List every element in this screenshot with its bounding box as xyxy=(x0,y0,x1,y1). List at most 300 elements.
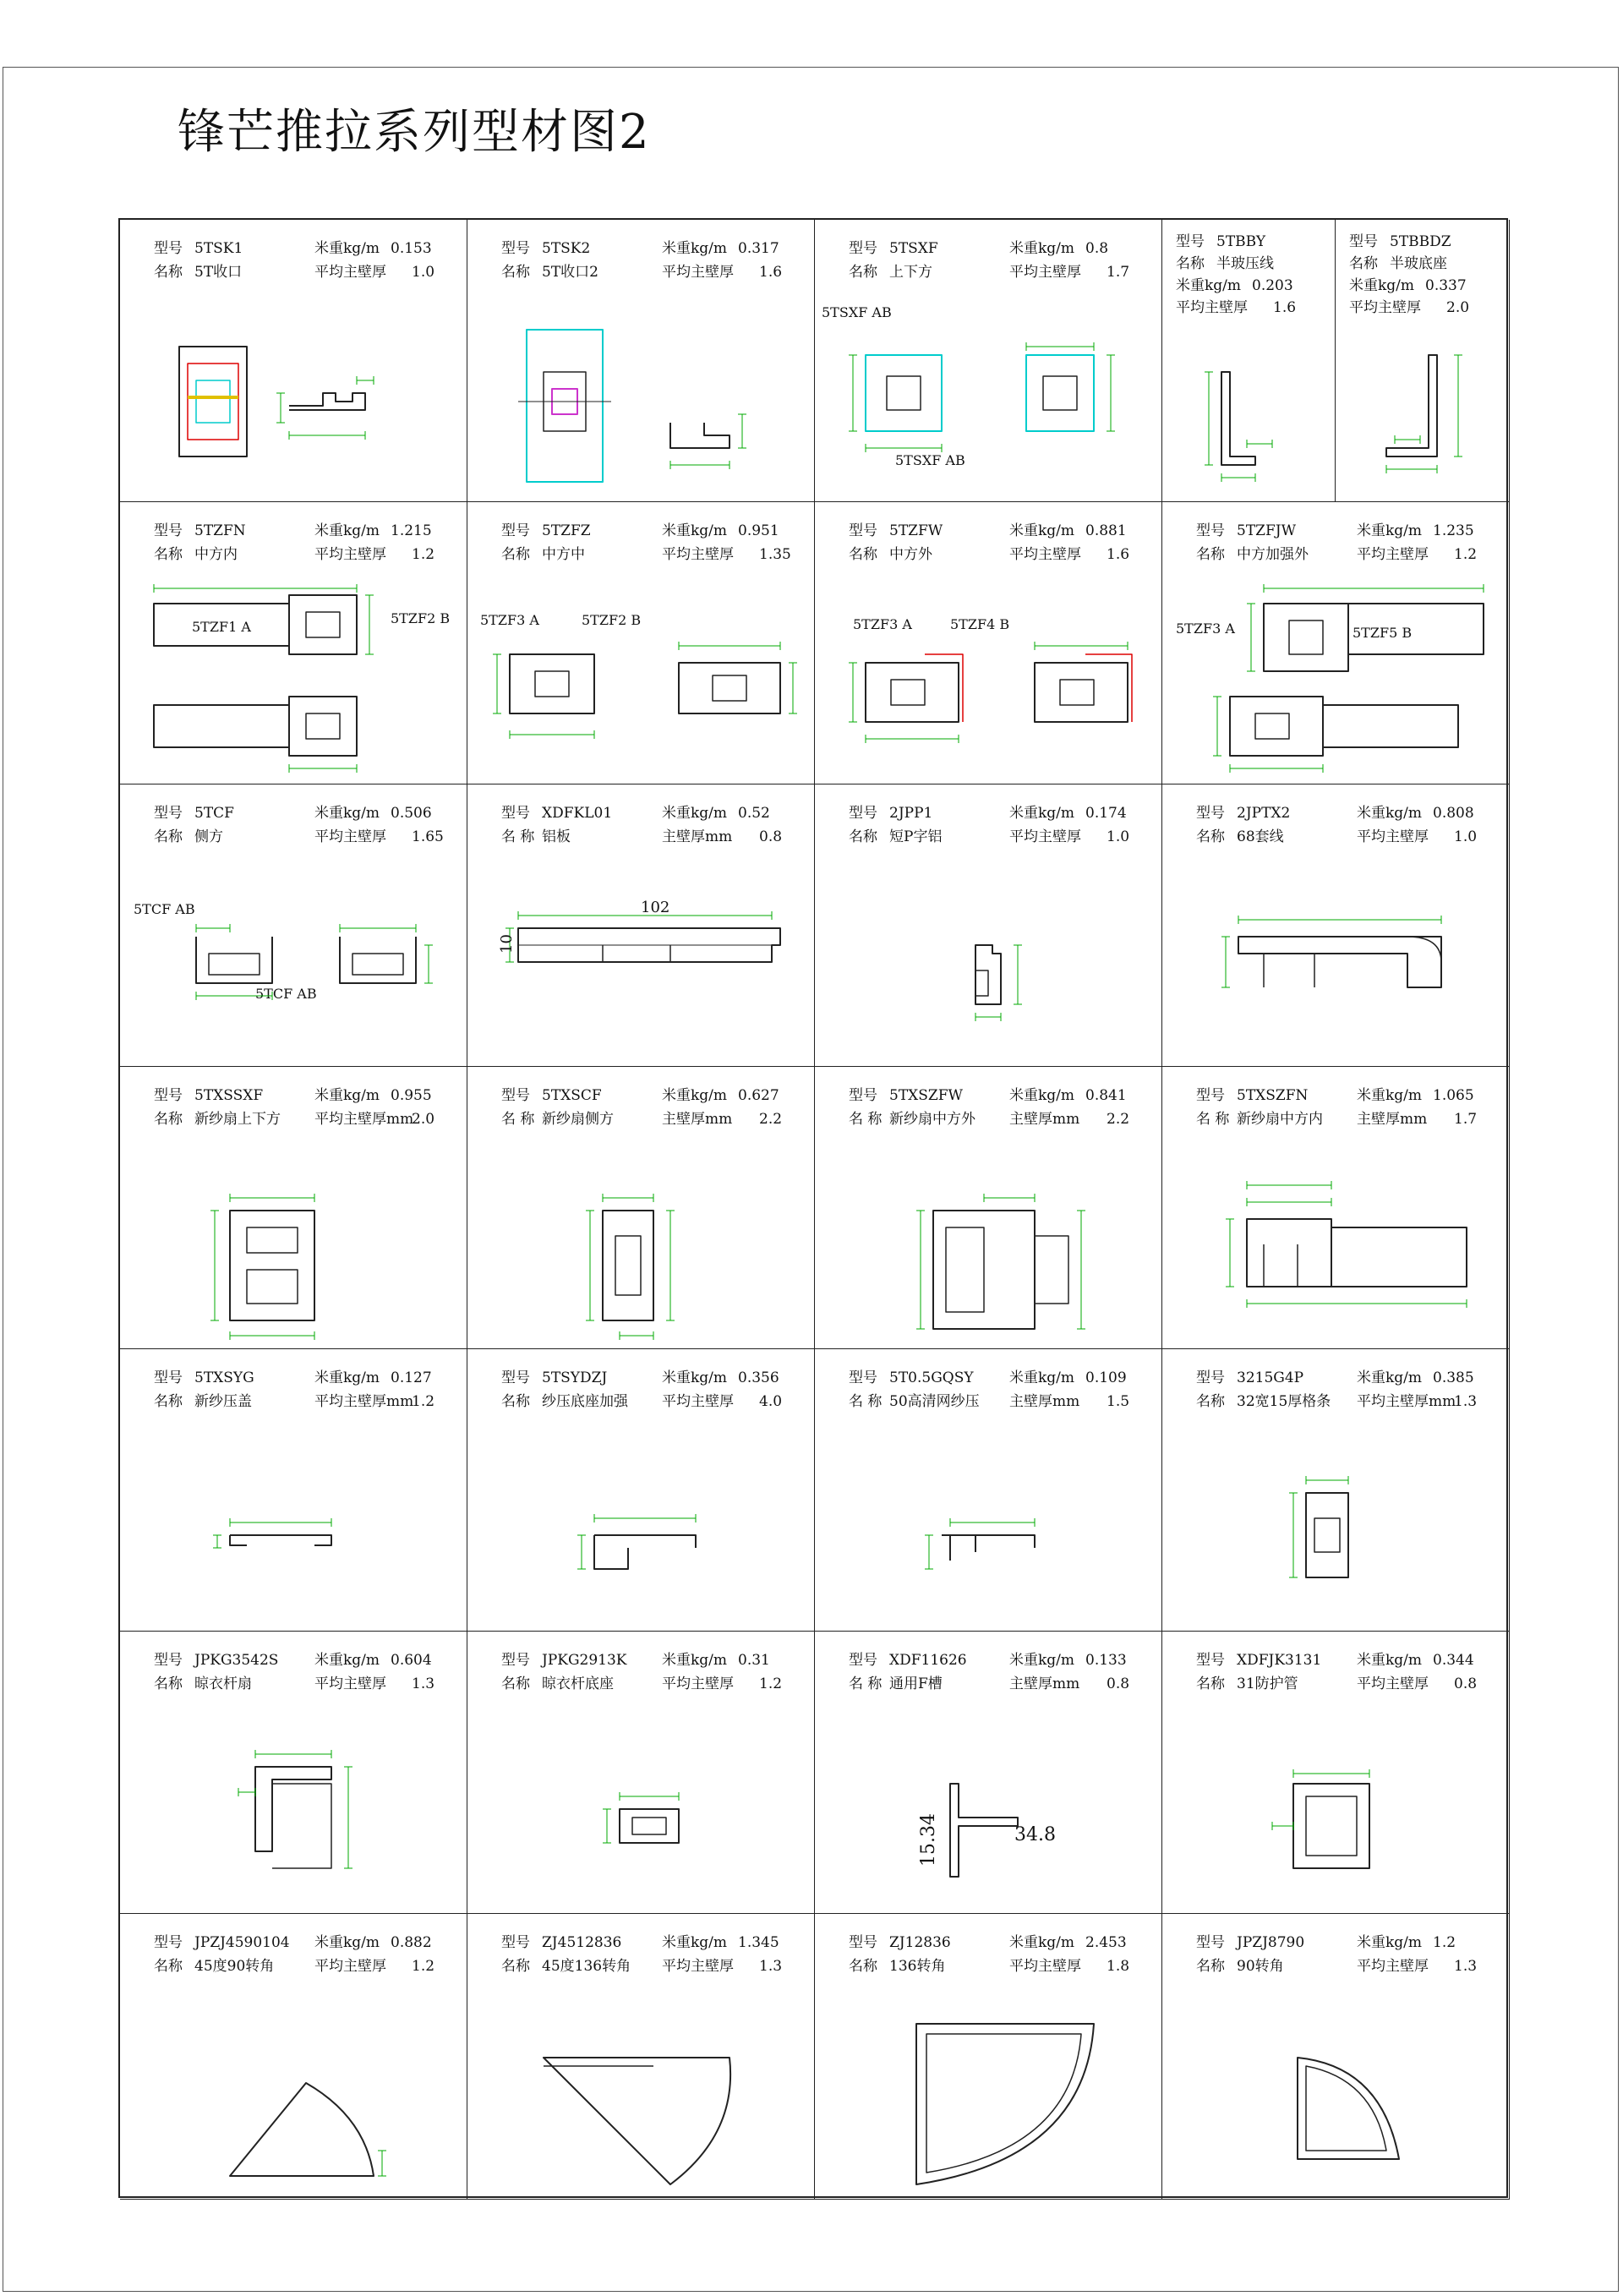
weight-label: 米重kg/m xyxy=(662,1369,728,1386)
wall-value: 1.7 xyxy=(1454,1111,1478,1128)
name-value: 短P字铝 xyxy=(889,828,943,845)
model-value: XDFJK3131 xyxy=(1237,1652,1322,1669)
wall-value: 1.3 xyxy=(759,1958,783,1975)
weight-label: 米重kg/m xyxy=(1349,277,1415,294)
name-label: 名称 xyxy=(501,546,530,563)
profile-outline xyxy=(196,937,272,983)
model-value: 5T0.5GQSY xyxy=(889,1369,974,1386)
profile-cell xyxy=(1162,784,1510,1067)
profile-cell xyxy=(467,784,815,1067)
section-label: 5TSXF AB xyxy=(822,304,892,320)
wall-label: 平均主壁厚 xyxy=(314,1958,386,1975)
wall-label: 平均主壁厚 xyxy=(662,264,734,281)
model-value: 5TXSCF xyxy=(542,1087,602,1104)
profile-figure xyxy=(154,330,441,482)
weight-value: 1.345 xyxy=(738,1934,779,1951)
wall-label: 主壁厚mm xyxy=(662,1111,733,1128)
name-value: 新纱扇上下方 xyxy=(194,1111,281,1128)
name-value: 中方加强外 xyxy=(1237,546,1309,563)
model-value: 2JPTX2 xyxy=(1237,805,1291,822)
model-label: 型号 xyxy=(154,522,183,539)
wall-label: 平均主壁厚 xyxy=(1357,546,1429,563)
weight-label: 米重kg/m xyxy=(1009,240,1075,257)
wall-value: 2.0 xyxy=(1446,299,1470,316)
profile-outline xyxy=(1035,663,1128,722)
model-value: XDF11626 xyxy=(889,1652,967,1669)
name-label: 名称 xyxy=(849,546,877,563)
name-value: 31防护管 xyxy=(1237,1676,1298,1692)
wall-label: 主壁厚mm xyxy=(1357,1111,1428,1128)
wall-label: 主壁厚mm xyxy=(1009,1393,1080,1410)
weight-label: 米重kg/m xyxy=(662,1652,728,1669)
model-value: JPZJ4590104 xyxy=(194,1934,290,1951)
wall-value: 1.0 xyxy=(412,264,435,281)
name-value: 50高清网纱压 xyxy=(889,1393,980,1410)
wall-label: 平均主壁厚 xyxy=(662,1393,734,1410)
name-label: 名称 xyxy=(1176,255,1205,272)
model-label: 型号 xyxy=(1196,1369,1225,1386)
profile-cell xyxy=(467,502,815,784)
profile-cell xyxy=(815,784,1162,1067)
model-label: 型号 xyxy=(501,1934,530,1951)
section-label: 5TZF3 A xyxy=(1176,620,1235,637)
profile-figure xyxy=(484,629,806,773)
wall-label: 主壁厚mm xyxy=(662,828,733,845)
profile-figure xyxy=(221,1741,391,1902)
wall-label: 平均主壁厚mm xyxy=(314,1393,414,1410)
profile-cell xyxy=(1162,220,1336,502)
profile-outline xyxy=(535,671,569,697)
wall-label: 主壁厚mm xyxy=(1009,1111,1080,1128)
profile-figure xyxy=(1255,2032,1441,2193)
wall-value: 1.6 xyxy=(1107,546,1130,563)
model-label: 型号 xyxy=(501,1087,530,1104)
profile-outline xyxy=(209,954,260,975)
profile-outline xyxy=(196,380,230,423)
profile-cell xyxy=(815,220,1162,502)
weight-label: 米重kg/m xyxy=(1357,1369,1423,1386)
profile-outline xyxy=(510,654,594,713)
section-label: 5TZF3 A xyxy=(853,616,912,632)
profile-outline xyxy=(942,1535,1035,1561)
model-value: 2JPP1 xyxy=(889,805,933,822)
model-value: 5TZFZ xyxy=(542,522,591,539)
wall-label: 平均主壁厚 xyxy=(1009,828,1081,845)
profile-outline xyxy=(306,612,340,637)
section-label: 5TZF5 B xyxy=(1352,625,1413,641)
name-value: 新纱压盖 xyxy=(194,1393,252,1410)
profile-cell xyxy=(120,1632,467,1914)
name-value: 136转角 xyxy=(889,1958,946,1975)
model-label: 型号 xyxy=(849,1652,877,1669)
model-value: 5TSK1 xyxy=(194,240,243,257)
model-label: 型号 xyxy=(154,1369,183,1386)
model-value: 3215G4P xyxy=(1237,1369,1304,1386)
profile-cell xyxy=(120,1914,467,2200)
profile-outline xyxy=(1386,355,1437,456)
wall-value: 1.3 xyxy=(412,1676,435,1692)
profile-outline xyxy=(527,330,603,482)
name-label: 名称 xyxy=(154,264,183,281)
profile-outline xyxy=(916,2024,1094,2184)
model-value: 5TBBY xyxy=(1216,233,1266,250)
profile-figure xyxy=(1188,338,1314,490)
weight-value: 0.52 xyxy=(738,805,770,822)
model-value: XDFKL01 xyxy=(542,805,613,822)
model-label: 型号 xyxy=(1176,233,1205,250)
profile-outline xyxy=(1289,620,1323,654)
profile-cell xyxy=(1162,502,1510,784)
weight-value: 0.317 xyxy=(738,240,779,257)
profile-cell xyxy=(1162,1349,1510,1632)
weight-label: 米重kg/m xyxy=(314,240,380,257)
weight-label: 米重kg/m xyxy=(314,1087,380,1104)
wall-value: 2.0 xyxy=(412,1111,435,1128)
name-value: 晾衣杆底座 xyxy=(542,1676,614,1692)
profile-outline xyxy=(247,1227,298,1253)
profile-outline xyxy=(1298,2058,1399,2159)
profile-figure xyxy=(899,1484,1102,1594)
weight-label: 米重kg/m xyxy=(662,1934,728,1951)
model-label: 型号 xyxy=(501,1652,530,1669)
name-label: 名称 xyxy=(501,1393,530,1410)
width-dimension-label: 34.8 xyxy=(1014,1824,1056,1845)
profile-outline xyxy=(289,697,357,756)
profile-outline xyxy=(594,1535,696,1569)
wall-value: 1.2 xyxy=(1454,546,1478,563)
wall-value: 1.2 xyxy=(412,1393,435,1410)
weight-value: 0.8 xyxy=(1085,240,1109,257)
weight-value: 0.881 xyxy=(1085,522,1127,539)
name-value: 新纱扇侧方 xyxy=(542,1111,614,1128)
weight-value: 0.127 xyxy=(391,1369,432,1386)
weight-value: 0.337 xyxy=(1425,277,1467,294)
name-value: 5T收口2 xyxy=(542,264,598,281)
profile-outline xyxy=(679,663,780,713)
profile-figure xyxy=(205,2049,407,2193)
model-label: 型号 xyxy=(154,805,183,822)
weight-label: 米重kg/m xyxy=(1009,1087,1075,1104)
model-label: 型号 xyxy=(501,240,530,257)
wall-label: 平均主壁厚 xyxy=(1357,828,1429,845)
profile-figure xyxy=(501,2032,789,2201)
name-value: 通用F槽 xyxy=(889,1676,943,1692)
section-label: 5TZF1 A xyxy=(192,619,251,635)
model-value: ZJ12836 xyxy=(889,1934,951,1951)
profile-cell xyxy=(1336,220,1510,502)
profile-outline xyxy=(603,1211,653,1320)
profile-outline xyxy=(1026,355,1094,431)
profile-outline xyxy=(1085,654,1132,722)
weight-value: 0.174 xyxy=(1085,805,1127,822)
name-label: 名 称 xyxy=(849,1676,883,1692)
profile-outline xyxy=(188,364,238,440)
name-value: 45度136转角 xyxy=(542,1958,631,1975)
profile-cell xyxy=(120,220,467,502)
section-label: 5TZF3 A xyxy=(480,612,539,628)
name-value: 32宽15厚格条 xyxy=(1237,1393,1331,1410)
profile-outline xyxy=(255,1767,331,1851)
weight-value: 1.065 xyxy=(1433,1087,1474,1104)
name-label: 名称 xyxy=(1196,1676,1225,1692)
profile-cell xyxy=(815,1349,1162,1632)
profile-outline xyxy=(289,393,365,410)
profile-outline xyxy=(1230,697,1323,756)
model-value: 5TXSYG xyxy=(194,1369,254,1386)
profile-cell xyxy=(467,220,815,502)
profile-outline xyxy=(230,2083,374,2176)
profile-figure xyxy=(1179,578,1500,773)
model-value: 5TCF xyxy=(194,805,234,822)
profile-cell xyxy=(815,1067,1162,1349)
profile-outline xyxy=(1247,1219,1331,1287)
profile-outline xyxy=(1221,372,1255,465)
wall-value: 1.0 xyxy=(1107,828,1130,845)
name-label: 名称 xyxy=(1196,546,1225,563)
weight-value: 0.506 xyxy=(391,805,432,822)
profile-cell xyxy=(1162,1914,1510,2200)
weight-label: 米重kg/m xyxy=(1009,522,1075,539)
wall-value: 1.2 xyxy=(412,546,435,563)
profile-cell xyxy=(120,502,467,784)
wall-value: 2.2 xyxy=(1107,1111,1130,1128)
model-label: 型号 xyxy=(1196,1934,1225,1951)
profile-cell xyxy=(120,784,467,1067)
wall-value: 0.8 xyxy=(759,828,783,845)
profile-outline xyxy=(1323,705,1458,747)
profile-outline xyxy=(154,705,289,747)
model-label: 型号 xyxy=(1196,1087,1225,1104)
wall-value: 1.2 xyxy=(412,1958,435,1975)
wall-value: 1.65 xyxy=(412,828,444,845)
wall-label: 平均主壁厚 xyxy=(314,1676,386,1692)
profile-cell xyxy=(120,1067,467,1349)
model-label: 型号 xyxy=(1196,805,1225,822)
wall-value: 2.2 xyxy=(759,1111,783,1128)
weight-label: 米重kg/m xyxy=(314,805,380,822)
profile-cell xyxy=(467,1349,815,1632)
name-label: 名称 xyxy=(1196,1958,1225,1975)
weight-label: 米重kg/m xyxy=(1357,522,1423,539)
wall-value: 1.35 xyxy=(759,546,791,563)
name-label: 名 称 xyxy=(849,1111,883,1128)
profile-figure xyxy=(840,330,1153,473)
profile-outline xyxy=(1264,604,1348,671)
wall-value: 1.7 xyxy=(1107,264,1130,281)
weight-label: 米重kg/m xyxy=(1357,1087,1423,1104)
weight-label: 米重kg/m xyxy=(314,1934,380,1951)
model-label: 型号 xyxy=(849,1369,877,1386)
wall-label: 平均主壁厚mm xyxy=(1357,1393,1456,1410)
name-value: 侧方 xyxy=(194,828,223,845)
weight-value: 1.235 xyxy=(1433,522,1474,539)
model-label: 型号 xyxy=(501,1369,530,1386)
weight-value: 0.841 xyxy=(1085,1087,1127,1104)
profile-outline xyxy=(713,675,746,701)
profile-figure xyxy=(569,1185,738,1346)
profile-outline xyxy=(352,954,403,975)
wall-label: 平均主壁厚 xyxy=(1009,546,1081,563)
weight-value: 1.2 xyxy=(1433,1934,1456,1951)
profile-cell xyxy=(120,1349,467,1632)
weight-label: 米重kg/m xyxy=(1357,1934,1423,1951)
name-value: 45度90转角 xyxy=(194,1958,275,1975)
profile-outline xyxy=(891,680,925,705)
profile-outline xyxy=(340,937,416,983)
name-label: 名称 xyxy=(849,828,877,845)
model-value: JPZJ8790 xyxy=(1237,1934,1305,1951)
model-value: ZJ4512836 xyxy=(542,1934,622,1951)
weight-label: 米重kg/m xyxy=(662,240,728,257)
section-label: 5TZF2 B xyxy=(391,610,451,626)
name-label: 名称 xyxy=(154,546,183,563)
section-label: 5TCF AB xyxy=(134,901,195,917)
section-label: 5TZF4 B xyxy=(950,616,1010,632)
profile-cell xyxy=(467,1914,815,2200)
profile-figure xyxy=(832,629,1153,773)
name-label: 名称 xyxy=(501,264,530,281)
wall-label: 平均主壁厚 xyxy=(1357,1676,1429,1692)
name-value: 中方中 xyxy=(542,546,585,563)
name-label: 名称 xyxy=(154,1111,183,1128)
wall-value: 4.0 xyxy=(759,1393,783,1410)
name-value: 新纱扇中方内 xyxy=(1237,1111,1323,1128)
wall-value: 1.3 xyxy=(1454,1958,1478,1975)
name-value: 中方内 xyxy=(194,546,238,563)
profile-outline xyxy=(230,1535,331,1545)
section-label: 5TSXF AB xyxy=(895,452,965,468)
profile-outline xyxy=(1306,1796,1357,1856)
profile-outline xyxy=(1043,376,1077,410)
profile-cell xyxy=(1162,1067,1510,1349)
profile-outline xyxy=(247,1270,298,1304)
page-title: 锋芒推拉系列型材图2 xyxy=(178,105,651,160)
model-label: 型号 xyxy=(849,1087,877,1104)
model-value: 5TXSZFW xyxy=(889,1087,963,1104)
wall-value: 1.2 xyxy=(759,1676,783,1692)
model-label: 型号 xyxy=(154,240,183,257)
profile-figure xyxy=(145,578,450,773)
weight-value: 0.808 xyxy=(1433,805,1474,822)
name-value: 5T收口 xyxy=(194,264,243,281)
name-label: 名称 xyxy=(1196,828,1225,845)
profile-outline xyxy=(1238,937,1441,987)
wall-label: 平均主壁厚 xyxy=(1357,1958,1429,1975)
profile-outline xyxy=(926,2034,1081,2173)
profile-outline xyxy=(1060,680,1094,705)
wall-value: 1.6 xyxy=(1273,299,1297,316)
name-label: 名称 xyxy=(849,1958,877,1975)
profile-outline xyxy=(620,1809,679,1843)
profile-figure xyxy=(205,1493,391,1594)
profile-figure xyxy=(899,2007,1119,2201)
name-label: 名称 xyxy=(849,264,877,281)
name-label: 名称 xyxy=(1349,255,1378,272)
weight-value: 2.453 xyxy=(1085,1934,1127,1951)
name-label: 名称 xyxy=(154,828,183,845)
profile-outline xyxy=(925,654,963,722)
height-dimension-label: 10 xyxy=(498,934,516,954)
model-label: 型号 xyxy=(154,1934,183,1951)
profile-cell xyxy=(815,1914,1162,2200)
model-label: 型号 xyxy=(501,805,530,822)
name-value: 铝板 xyxy=(542,828,571,845)
wall-label: 平均主壁厚 xyxy=(1009,264,1081,281)
name-value: 半玻底座 xyxy=(1390,255,1447,272)
wall-label: 平均主壁厚 xyxy=(314,828,386,845)
profile-outline xyxy=(289,595,357,654)
wall-value: 0.8 xyxy=(1454,1676,1478,1692)
profile-figure xyxy=(1213,1160,1484,1329)
profile-outline xyxy=(306,713,340,739)
profile-outline xyxy=(1348,604,1484,654)
model-value: 5TSYDZJ xyxy=(542,1369,608,1386)
profile-outline xyxy=(615,1236,641,1295)
model-label: 型号 xyxy=(501,522,530,539)
width-dimension-label: 102 xyxy=(641,899,670,916)
name-label: 名 称 xyxy=(501,828,535,845)
profile-outline xyxy=(887,376,921,410)
name-value: 半玻压线 xyxy=(1216,255,1274,272)
model-label: 型号 xyxy=(849,522,877,539)
weight-value: 0.385 xyxy=(1433,1369,1474,1386)
model-value: 5TZFW xyxy=(889,522,943,539)
profile-outline xyxy=(866,355,942,431)
profile-cell xyxy=(1162,1632,1510,1914)
weight-value: 0.882 xyxy=(391,1934,432,1951)
profile-figure xyxy=(501,321,789,490)
profile-figure xyxy=(145,911,450,1038)
wall-label: 主壁厚mm xyxy=(1009,1676,1080,1692)
weight-value: 0.627 xyxy=(738,1087,779,1104)
name-value: 纱压底座加强 xyxy=(542,1393,628,1410)
profile-cell xyxy=(815,1632,1162,1914)
profile-outline xyxy=(946,1227,984,1312)
model-value: 5TXSSXF xyxy=(194,1087,264,1104)
weight-value: 0.955 xyxy=(391,1087,432,1104)
profile-figure xyxy=(205,1185,374,1346)
wall-label: 平均主壁厚 xyxy=(662,1676,734,1692)
model-value: 5TXSZFN xyxy=(1237,1087,1309,1104)
section-label: 5TZF2 B xyxy=(582,612,642,628)
profile-outline xyxy=(1306,1493,1348,1577)
profile-cell xyxy=(467,1632,815,1914)
model-value: JPKG2913K xyxy=(542,1652,627,1669)
profile-outline xyxy=(1314,1518,1340,1552)
profile-outline xyxy=(1264,1244,1298,1287)
profile-figure xyxy=(1361,330,1488,482)
name-label: 名 称 xyxy=(501,1111,535,1128)
weight-value: 0.604 xyxy=(391,1652,432,1669)
weight-value: 0.31 xyxy=(738,1652,770,1669)
wall-value: 1.5 xyxy=(1107,1393,1130,1410)
name-value: 中方外 xyxy=(889,546,932,563)
section-label: 5TCF AB xyxy=(255,986,317,1002)
weight-label: 米重kg/m xyxy=(662,805,728,822)
profile-figure xyxy=(942,920,1077,1038)
profile-figure xyxy=(501,903,789,1021)
weight-label: 米重kg/m xyxy=(1176,277,1242,294)
wall-value: 0.8 xyxy=(1107,1676,1130,1692)
profile-figure xyxy=(544,1484,746,1594)
weight-value: 1.215 xyxy=(391,522,432,539)
weight-label: 米重kg/m xyxy=(314,1369,380,1386)
profile-outline xyxy=(272,1784,331,1868)
weight-label: 米重kg/m xyxy=(1009,1369,1075,1386)
profile-cell xyxy=(815,502,1162,784)
wall-value: 1.6 xyxy=(759,264,783,281)
profile-outline xyxy=(866,663,959,722)
